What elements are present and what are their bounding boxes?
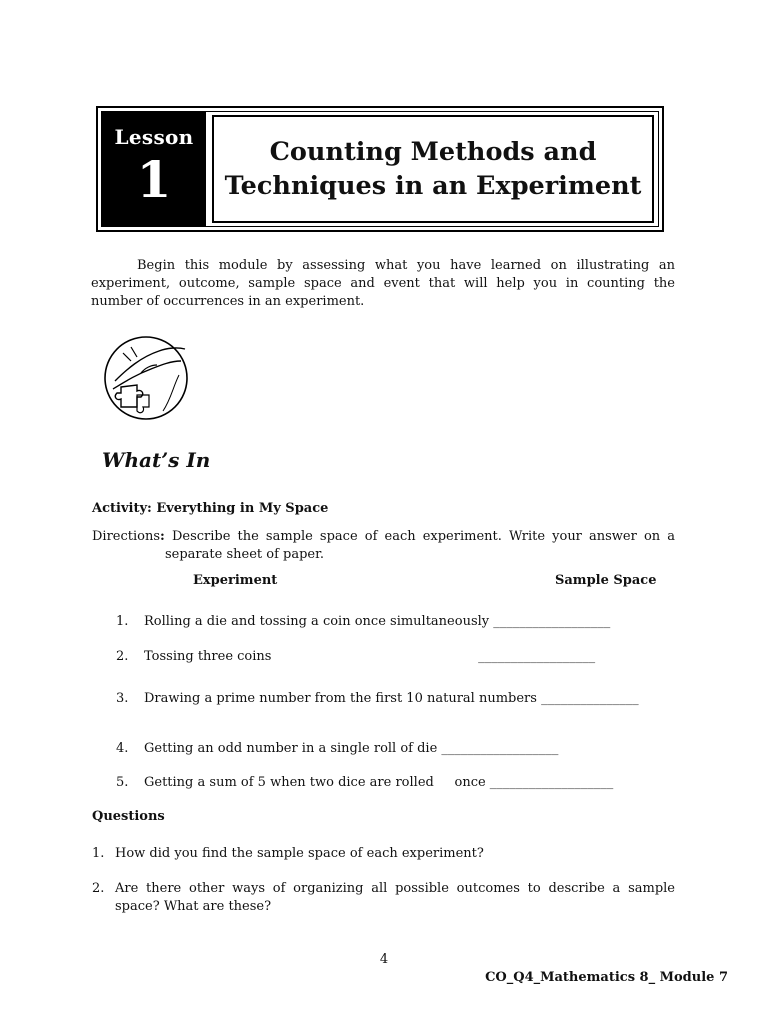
- banner-inner-frame: [101, 111, 659, 227]
- item-text: Rolling a die and tossing a coin once simultaneously __________________: [144, 614, 611, 629]
- sample-space-column-header: Sample Space: [555, 573, 657, 588]
- directions-label: Directions: [92, 529, 161, 544]
- intro-paragraph: [91, 257, 675, 311]
- directions-line2: separate sheet of paper.: [165, 547, 325, 562]
- question-number: 2.: [92, 881, 105, 896]
- item-number: 5.: [116, 775, 129, 790]
- question-text: How did you find the sample space of each experiment?: [115, 846, 484, 861]
- item-number: 4.: [116, 741, 129, 756]
- lesson-title-line2: Techniques in an Experiment: [224, 171, 642, 201]
- lesson-number: 1: [136, 150, 172, 209]
- lesson-label: Lesson: [114, 125, 194, 149]
- experiment-column-header: Experiment: [193, 573, 278, 588]
- directions-text-line1: Describe the sample space of each experiment. Write your answer on a: [171, 529, 675, 544]
- question-item: [92, 880, 675, 916]
- item-number: 2.: [116, 649, 129, 664]
- lesson-title-line1: Counting Methods and: [269, 137, 597, 167]
- page-number: 4: [379, 952, 389, 967]
- item-text: Drawing a prime number from the first 10 natural numbers _______________: [144, 691, 639, 706]
- lesson-banner: [96, 106, 664, 232]
- item-text: Getting a sum of 5 when two dice are rolled once ___________________: [144, 775, 614, 790]
- directions: [92, 528, 675, 564]
- intro-text: Begin this module by assessing what you have learned on illustrating an experiment, outcome, sample space and event that will help you in counting the number of occurrences in an experiment.: [91, 258, 675, 309]
- lesson-label-block: [102, 112, 206, 226]
- lesson-title: [225, 135, 642, 203]
- footer-module-code: CO_Q4_Mathematics 8_ Module 7: [485, 970, 728, 985]
- directions-colon: :: [160, 529, 165, 544]
- item-text: Tossing three coins __________________: [144, 649, 596, 664]
- question-number: 1.: [92, 846, 105, 861]
- directions-line1: [92, 528, 675, 546]
- question-item: [92, 845, 675, 863]
- section-heading: What’s In: [102, 448, 211, 472]
- item-number: 3.: [116, 691, 129, 706]
- item-text: Getting an odd number in a single roll of die __________________: [144, 741, 559, 756]
- lesson-title-box: [212, 115, 654, 223]
- question-text: Are there other ways of organizing all possible outcomes to describe a sample space? What are these?: [115, 881, 675, 914]
- item-number: 1.: [116, 614, 129, 629]
- activity-title: Activity: Everything in My Space: [92, 501, 329, 516]
- questions-heading: Questions: [92, 809, 165, 824]
- puzzle-hand-icon: [101, 335, 193, 423]
